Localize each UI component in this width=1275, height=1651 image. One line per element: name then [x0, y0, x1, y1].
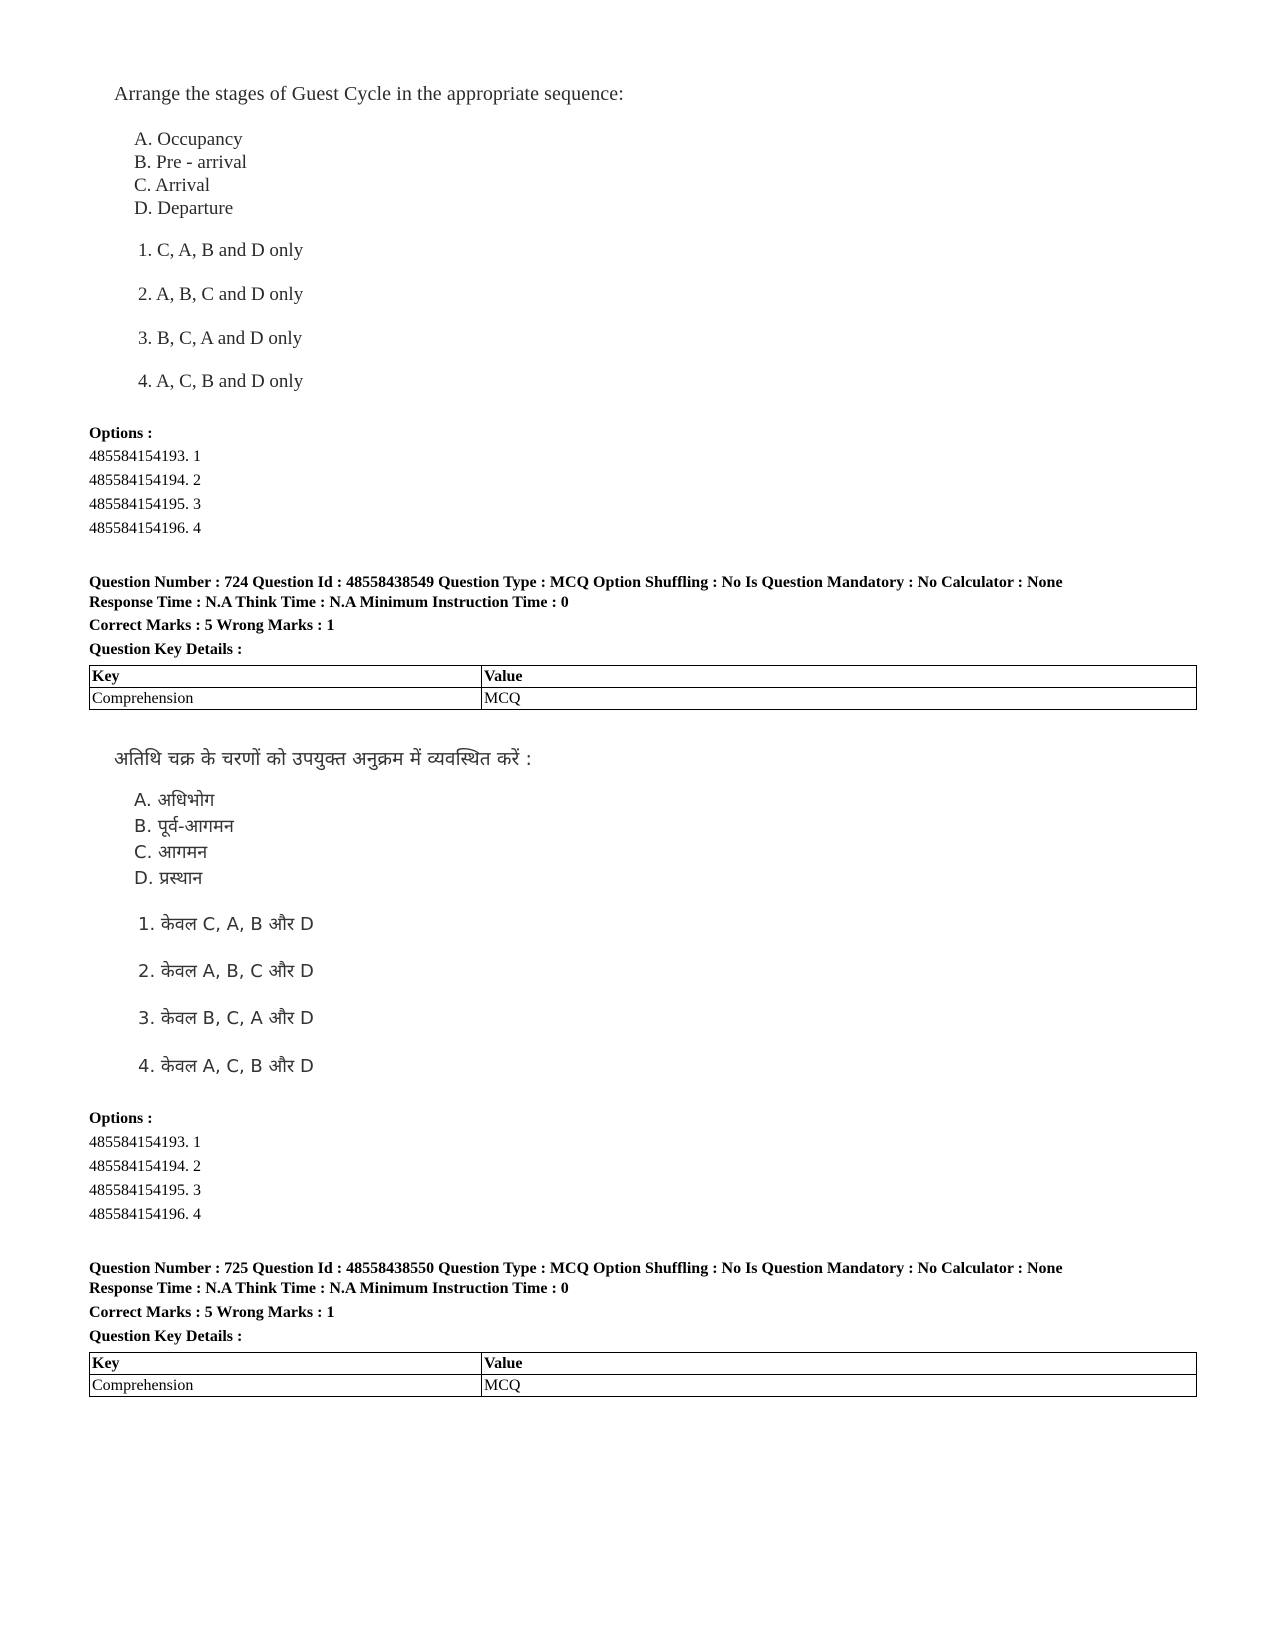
- sequence-item: B. पूर्व-आगमन: [134, 816, 234, 837]
- question-meta: Question Number : 724 Question Id : 48558438549 Question Type : MCQ Option Shuffling : No Is Question Mandatory : No Calculator : None: [89, 574, 1063, 591]
- option-line: 485584154193. 1: [89, 1134, 201, 1151]
- question-marks: Correct Marks : 5 Wrong Marks : 1: [89, 617, 335, 634]
- question-marks: Correct Marks : 5 Wrong Marks : 1: [89, 1304, 335, 1321]
- sequence-item: D. प्रस्थान: [134, 868, 203, 889]
- sequence-item: B. Pre - arrival: [134, 152, 247, 173]
- answer-choice: 1. C, A, B and D only: [138, 240, 304, 261]
- answer-choice: 2. A, B, C and D only: [138, 284, 304, 305]
- option-line: 485584154195. 3: [89, 496, 201, 513]
- table-row: [90, 1375, 1197, 1397]
- question-prompt: अतिथि चक्र के चरणों को उपयुक्त अनुक्रम में व्यवस्थित करें :: [114, 748, 533, 770]
- table-cell-key: Comprehension: [90, 688, 482, 710]
- table-cell-key: Comprehension: [90, 1375, 482, 1397]
- question-key-title: Question Key Details :: [89, 1328, 243, 1345]
- sequence-item: A. Occupancy: [134, 129, 243, 150]
- answer-choice: 1. केवल C, A, B और D: [138, 914, 314, 935]
- question-prompt: Arrange the stages of Guest Cycle in the appropriate sequence:: [114, 83, 624, 105]
- option-line: 485584154196. 4: [89, 520, 201, 537]
- option-line: 485584154194. 2: [89, 472, 201, 489]
- table-row: [90, 1353, 1197, 1375]
- answer-choice: 4. A, C, B and D only: [138, 371, 304, 392]
- table-header-value: Value: [482, 1353, 1197, 1375]
- answer-choice: 3. B, C, A and D only: [138, 328, 303, 349]
- options-title: Options :: [89, 425, 153, 442]
- sequence-item: C. Arrival: [134, 175, 210, 196]
- question-timing: Response Time : N.A Think Time : N.A Minimum Instruction Time : 0: [89, 594, 569, 611]
- question-key-title: Question Key Details :: [89, 641, 243, 658]
- answer-choice: 2. केवल A, B, C और D: [138, 961, 314, 982]
- sequence-item: D. Departure: [134, 198, 234, 219]
- question-timing: Response Time : N.A Think Time : N.A Minimum Instruction Time : 0: [89, 1280, 569, 1297]
- option-line: 485584154193. 1: [89, 448, 201, 465]
- question-724-image: [0, 0, 700, 1100]
- answer-choice: 3. केवल B, C, A और D: [138, 1008, 314, 1029]
- table-cell-value: MCQ: [482, 688, 1197, 710]
- options-title: Options :: [89, 1110, 153, 1127]
- option-line: 485584154196. 4: [89, 1206, 201, 1223]
- option-line: 485584154194. 2: [89, 1158, 201, 1175]
- sequence-item: C. आगमन: [134, 842, 208, 863]
- table-cell-value: MCQ: [482, 1375, 1197, 1397]
- sequence-item: A. अधिभोग: [134, 790, 215, 811]
- table-header-key: Key: [90, 666, 482, 688]
- option-line: 485584154195. 3: [89, 1182, 201, 1199]
- question-meta: Question Number : 725 Question Id : 48558438550 Question Type : MCQ Option Shuffling : No Is Question Mandatory : No Calculator : None: [89, 1260, 1063, 1277]
- answer-choice: 4. केवल A, C, B और D: [138, 1056, 314, 1077]
- table-header-key: Key: [90, 1353, 482, 1375]
- table-header-value: Value: [482, 666, 1197, 688]
- question-key-table: [89, 1352, 1197, 1397]
